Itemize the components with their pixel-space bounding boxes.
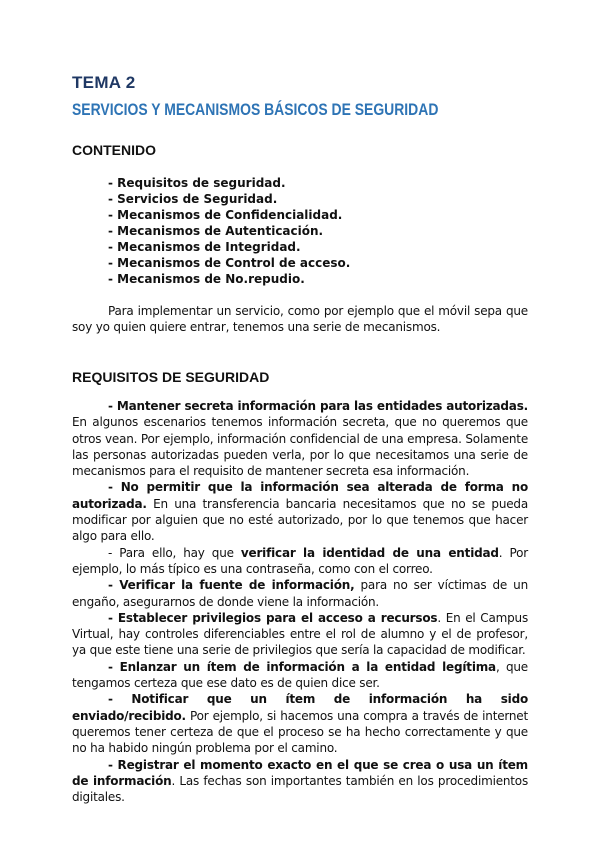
topic-title: SERVICIOS Y MECANISMOS BÁSICOS DE SEGURIDAD — [72, 100, 439, 119]
bold-text-run: - Registrar el momento exacto en el que se crea o usa un ítem de información — [72, 757, 528, 788]
bold-text-run: verificar la identidad de una entidad — [240, 545, 499, 560]
text-run: En una transferencia bancaria necesitamos que no se pueda modificar por alguien que no esté autorizado, por lo que tenemos que hacer algo para ello. — [72, 496, 528, 544]
requirement-paragraph — [72, 479, 528, 544]
text-run: . Las fechas son importantes también en los procedimientos digitales. — [72, 773, 528, 805]
bold-text-run: - Verificar la fuente de información, — [108, 578, 355, 593]
bold-text-run: - Enlanzar un ítem de información a la entidad legítima — [108, 659, 496, 674]
contents-item: - Mecanismos de Confidencialidad. — [108, 208, 343, 222]
text-run: Por ejemplo, si hacemos una compra a través de internet queremos tener certeza de que el proceso se ha hecho correctamente y que no ha habido ningún problema por el camino. — [72, 708, 528, 756]
contents-heading: CONTENIDO — [72, 142, 156, 158]
contents-item: - Mecanismos de No.repudio. — [108, 272, 305, 286]
contents-item: - Mecanismos de Autenticación. — [108, 224, 324, 238]
bold-text-run: - Notificar que un ítem de información ha sido enviado/recibido. — [72, 692, 528, 723]
bold-text-run: - No permitir que la información sea alterada de forma no autorizada. — [72, 480, 528, 511]
bold-text-run: - Mantener secreta información para las entidades autorizadas. — [108, 399, 528, 413]
requirement-paragraph — [72, 545, 528, 578]
intro-paragraph: Para implementar un servicio, como por ejemplo que el móvil sepa que soy yo quien quiere entrar, tenemos una serie de mecanismos. — [72, 304, 528, 335]
text-run: . Por ejemplo, lo más típico es una contraseña, como con el correo. — [72, 545, 528, 576]
text-run: - Para ello, hay que — [108, 545, 241, 560]
topic-number: TEMA 2 — [72, 73, 136, 92]
contents-item: - Requisitos de seguridad. — [108, 176, 286, 190]
text-run: , que tengamos certeza que ese dato es de quien dice ser. — [72, 659, 528, 691]
contents-item: - Mecanismos de Integridad. — [108, 240, 301, 254]
contents-item: - Servicios de Seguridad. — [108, 192, 278, 206]
contents-list — [108, 175, 350, 287]
contents-item: - Mecanismos de Control de acceso. — [108, 256, 351, 270]
requirement-paragraph — [72, 577, 528, 610]
text-run: . En el Campus Virtual, hay controles diferenciables entre el rol de alumno y el de profesor, ya que este tiene una serie de privilegios que sería la capacidad de modificar. — [72, 610, 528, 658]
requirement-paragraph — [72, 610, 528, 659]
requirements-heading: REQUISITOS DE SEGURIDAD — [72, 369, 270, 385]
requirement-paragraph — [72, 757, 528, 806]
requirement-paragraph — [72, 659, 528, 692]
text-run: En algunos escenarios tenemos información secreta, que no queremos que otros vean. Por ejemplo, información confidencial de una empresa. Solamente las personas autorizadas pueden verla, por lo que necesitamos una serie de mecanismos para el requisito de mantener secreta esa información. — [72, 415, 528, 479]
bold-text-run: - Establecer privilegios para el acceso a recursos — [108, 610, 438, 625]
requirement-paragraph — [72, 398, 528, 479]
text-run: para no ser víctimas de un engaño, asegurarnos de donde viene la información. — [72, 578, 528, 609]
requirement-paragraph — [72, 691, 528, 756]
requirements-list — [72, 398, 528, 805]
